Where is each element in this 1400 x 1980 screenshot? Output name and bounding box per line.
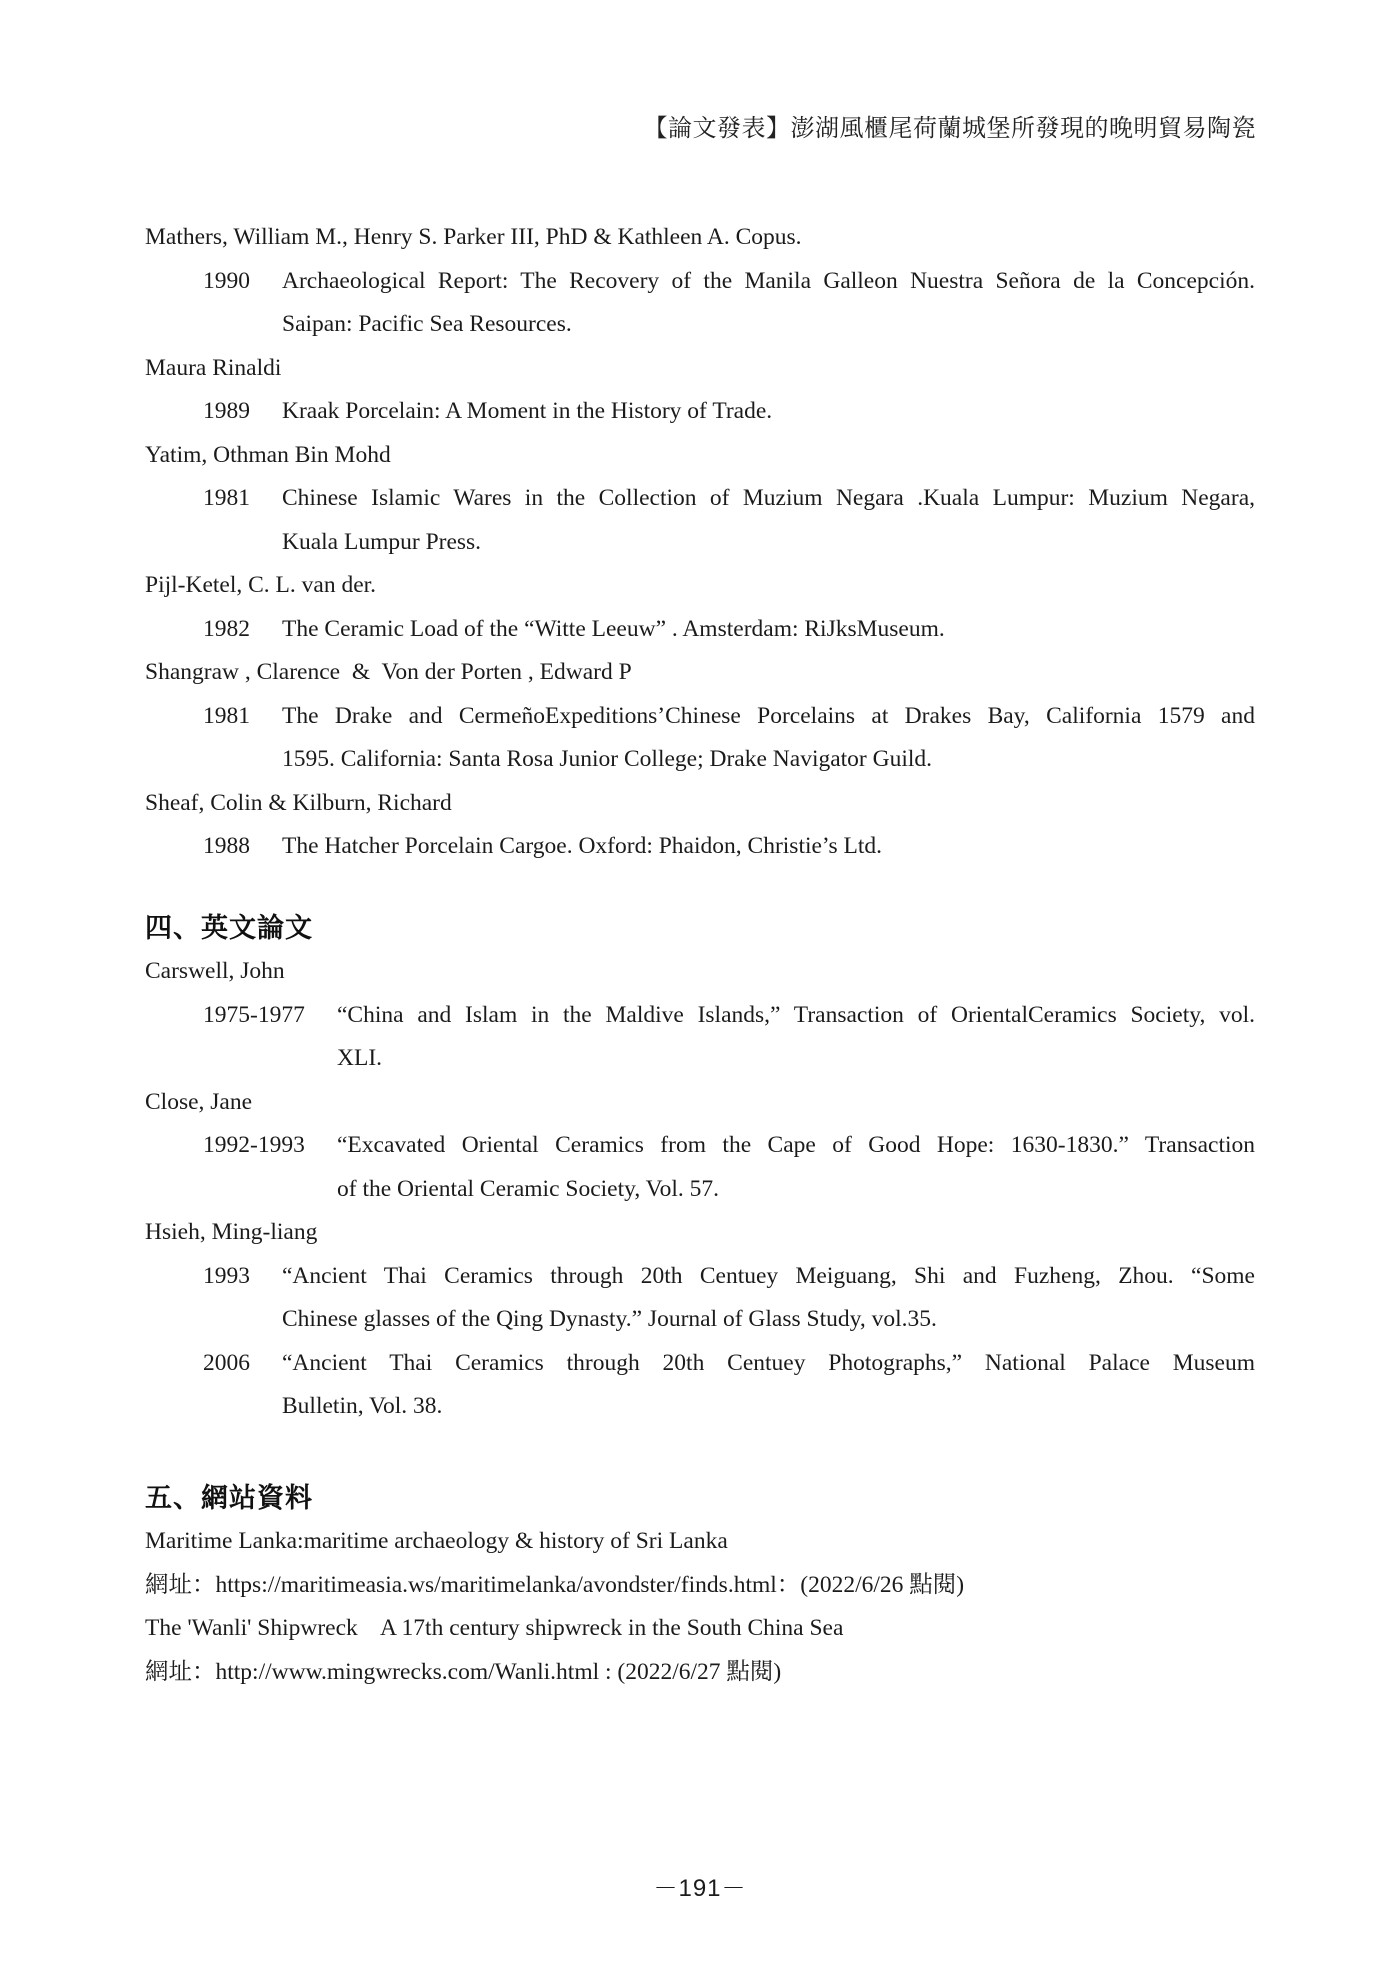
reference-url: 網址：https://maritimeasia.ws/maritimelanka/avondster/finds.html：(2022/6/26 點閱) [145,1571,965,1598]
reference-line: 1981 The Drake and CermeñoExpeditions’Chinese Porcelains at Drakes Bay, California 1579 and [282,695,1255,739]
reference-work [203,608,1255,652]
reference-year: 1992-1993 [203,1132,305,1158]
reference-author: Sheaf, Colin & Kilburn, Richard [145,789,452,816]
section-heading: 五、網站資料 [145,1482,313,1513]
reference-line: 1989 Kraak Porcelain: A Moment in the History of Trade. [282,390,1255,434]
reference-year: 1988 [203,833,250,859]
reference-author: Close, Jane [145,1088,253,1115]
page-number: －191－ [653,1875,747,1902]
reference-line: of the Oriental Ceramic Society, Vol. 57. [337,1175,720,1202]
reference-line: 1988 The Hatcher Porcelain Cargoe. Oxford: Phaidon, Christie’s Ltd. [282,825,1255,869]
reference-author: Maritime Lanka:maritime archaeology & history of Sri Lanka [145,1528,728,1554]
reference-line: Bulletin, Vol. 38. [282,1393,443,1419]
reference-url: 網址：http://www.mingwrecks.com/Wanli.html : (2022/6/27 點閱) [145,1658,782,1685]
reference-year: 1981 [203,702,250,729]
reference-work [203,477,1255,564]
reference-line: Chinese glasses of the Qing Dynasty.” Journal of Glass Study, vol.35. [282,1306,937,1332]
reference-year: 1993 [203,1262,250,1289]
reference-year: 2006 [203,1349,250,1376]
reference-line: XLI. [337,1045,383,1071]
reference-author: The 'Wanli' Shipwreck A 17th century shipwreck in the South China Sea [145,1615,844,1641]
reference-line: 1975-1977 “China and Islam in the Maldive Islands,” Transaction of OrientalCeramics Society, vol. [337,994,1255,1038]
reference-work [203,260,1255,347]
reference-line: 1990 Archaeological Report: The Recovery of the Manila Galleon Nuestra Señora de la Concepción. [282,260,1255,304]
reference-line: 1993 “Ancient Thai Ceramics through 20th Centuey Meiguang, Shi and Fuzheng, Zhou. “Some [282,1255,1255,1299]
reference-work [203,1255,1255,1342]
reference-line: Kuala Lumpur Press. [282,528,482,555]
bibliography-section [145,907,1255,1429]
reference-line: 1992-1993 “Excavated Oriental Ceramics from the Cape of Good Hope: 1630-1830.” Transaction [337,1124,1255,1168]
reference-author: Pijl-Ketel, C. L. van der. [145,572,377,598]
reference-year: 1981 [203,485,250,511]
reference-work [203,390,1255,434]
reference-author: Maura Rinaldi [145,354,282,381]
reference-work [203,1124,1255,1211]
reference-year: 1990 [203,267,250,294]
reference-author: Carswell, John [145,958,285,984]
bibliography [145,0,1255,1694]
running-header: 【論文發表】澎湖風櫃尾荷蘭城堡所發現的晚明貿易陶瓷 [643,115,1256,142]
reference-year: 1989 [203,398,250,424]
reference-line: 2006 “Ancient Thai Ceramics through 20th Centuey Photographs,” National Palace Museum [282,1342,1255,1386]
reference-author: Hsieh, Ming-liang [145,1219,318,1245]
reference-work [203,695,1255,782]
reference-line: 1982 The Ceramic Load of the “Witte Leeuw” . Amsterdam: RiJksMuseum. [282,608,1255,652]
reference-author: Mathers, William M., Henry S. Parker III, PhD & Kathleen A. Copus. [145,224,802,250]
reference-work [203,994,1255,1081]
reference-line: 1981 Chinese Islamic Wares in the Collection of Muzium Negara .Kuala Lumpur: Muzium Negara, [282,477,1255,521]
reference-work [203,1342,1255,1429]
reference-year: 1975-1977 [203,1001,305,1028]
reference-author: Yatim, Othman Bin Mohd [145,441,391,468]
bibliography-section [145,1477,1255,1695]
reference-line: Saipan: Pacific Sea Resources. [282,311,572,337]
bibliography-section [145,216,1255,869]
reference-work [203,825,1255,869]
reference-line: 1595. California: Santa Rosa Junior College; Drake Navigator Guild. [282,746,933,772]
reference-author: Shangraw , Clarence & Von der Porten , Edward P [145,659,632,685]
reference-year: 1982 [203,615,250,642]
section-heading: 四、英文論文 [145,912,313,943]
